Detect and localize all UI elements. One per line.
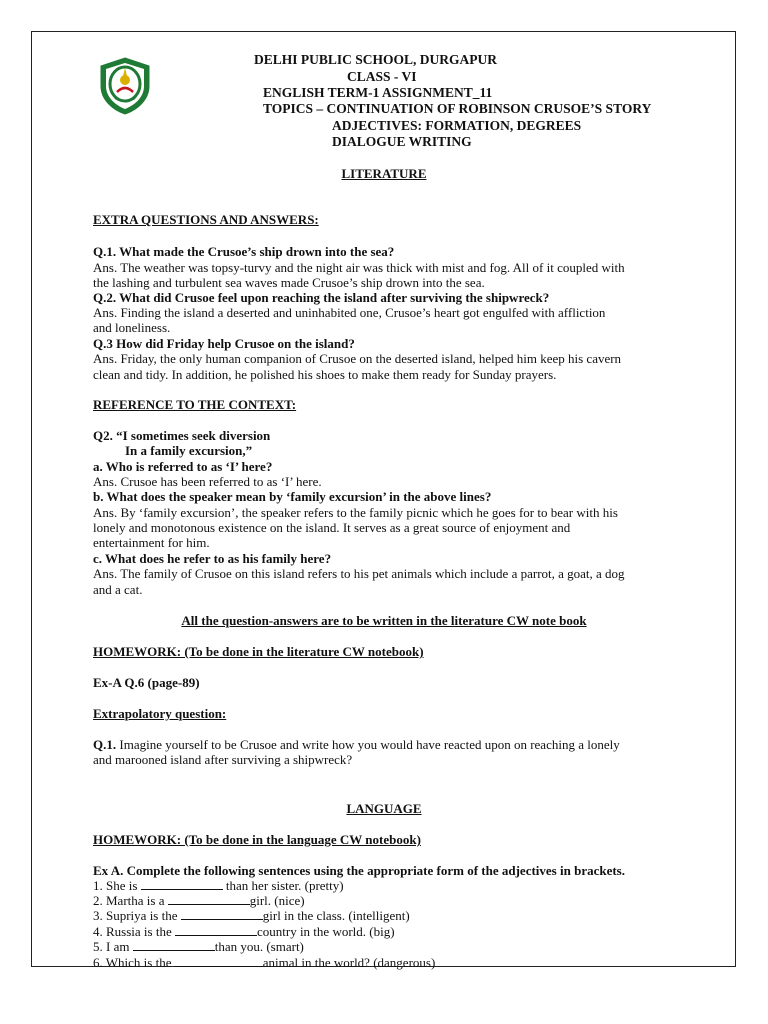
quote-line-1: Q2. “I sometimes seek diversion <box>93 428 271 443</box>
extrapolatory-heading: Extrapolatory question: <box>93 706 227 721</box>
sentence-2-start: 2. Martha is a <box>93 893 168 908</box>
exercise-a-instruction: Ex A. Complete the following sentences using the appropriate form of the adjectives in brackets. <box>93 863 625 878</box>
answer-1-line-1: Ans. The weather was topsy-turvy and the night air was thick with mist and fog. All of it coupled with <box>93 260 625 275</box>
question-2: Q.2. What did Crusoe feel upon reaching the island after surviving the shipwreck? <box>93 290 550 305</box>
sentence-1-start: 1. She is <box>93 878 141 893</box>
topic-adjectives: ADJECTIVES: FORMATION, DEGREES <box>332 118 582 133</box>
extra-questions-heading: EXTRA QUESTIONS AND ANSWERS: <box>93 212 319 227</box>
sentence-4-start: 4. Russia is the <box>93 924 175 939</box>
sentence-5 <box>93 939 304 954</box>
quote-line-2: In a family excursion,” <box>125 443 253 458</box>
sentence-3-end: girl in the class. (intelligent) <box>262 908 410 923</box>
sentence-6 <box>93 955 435 970</box>
literature-heading: LITERATURE <box>341 166 427 181</box>
school-emblem-icon <box>93 54 157 118</box>
sentence-3-blank <box>181 909 263 920</box>
sentence-1-end: than her sister. (pretty) <box>222 878 344 893</box>
sentence-4 <box>93 924 395 939</box>
answer-3-line-2: clean and tidy. In addition, he polished his shoes to make them ready for Sunday prayers. <box>93 367 557 382</box>
sentence-5-start: 5. I am <box>93 939 133 954</box>
answer-2-line-1: Ans. Finding the island a deserted and uninhabited one, Crusoe’s heart got engulfed with affliction <box>93 305 606 320</box>
sentence-5-end: than you. (smart) <box>214 939 304 954</box>
sentence-2 <box>93 893 305 908</box>
answer-2-line-2: and loneliness. <box>93 320 171 335</box>
sentence-6-end: animal in the world? (dangerous) <box>262 955 436 970</box>
sentence-2-blank <box>168 894 250 905</box>
topics-line: TOPICS – CONTINUATION OF ROBINSON CRUSOE’S STORY <box>263 101 652 116</box>
sentence-6-start: 6. Which is the <box>93 955 175 970</box>
answer-b-line-2: lonely and monotonous existence on the island. It serves as a great source of enjoyment and <box>93 520 571 535</box>
answer-3-line-1: Ans. Friday, the only human companion of Crusoe on the deserted island, helped him keep his cavern <box>93 351 622 366</box>
sentence-1 <box>93 878 344 893</box>
sentence-6-blank <box>175 956 263 967</box>
sentence-3 <box>93 908 410 923</box>
answer-c-line-1: Ans. The family of Crusoe on this island refers to his pet animals which include a parrot, a goat, a dog <box>93 566 625 581</box>
reference-heading: REFERENCE TO THE CONTEXT: <box>93 397 297 412</box>
school-name: DELHI PUBLIC SCHOOL, DURGAPUR <box>254 52 498 67</box>
extrapolatory-question-line-1 <box>93 737 620 752</box>
sentence-4-blank <box>175 925 257 936</box>
extrapolatory-question-line-2: and marooned island after surviving a shipwreck? <box>93 752 353 767</box>
question-b: b. What does the speaker mean by ‘family excursion’ in the above lines? <box>93 489 492 504</box>
answer-c-line-2: and a cat. <box>93 582 143 597</box>
sentence-1-blank <box>141 879 223 890</box>
extrapolatory-question-text: Imagine yourself to be Crusoe and write how you would have reacted upon on reaching a lonely <box>116 737 620 752</box>
writing-note: All the question-answers are to be written in the literature CW note book <box>181 613 587 628</box>
answer-a: Ans. Crusoe has been referred to as ‘I’ here. <box>93 474 322 489</box>
exercise-a: Ex-A Q.6 (page-89) <box>93 675 200 690</box>
sentence-5-blank <box>133 940 215 951</box>
topic-dialogue: DIALOGUE WRITING <box>332 134 472 149</box>
question-1: Q.1. What made the Crusoe’s ship drown into the sea? <box>93 244 395 259</box>
sentence-4-end: country in the world. (big) <box>256 924 395 939</box>
sentence-3-start: 3. Supriya is the <box>93 908 181 923</box>
answer-b-line-3: entertainment for him. <box>93 535 210 550</box>
question-a: a. Who is referred to as ‘I’ here? <box>93 459 273 474</box>
language-homework: HOMEWORK: (To be done in the language CW notebook) <box>93 832 421 847</box>
class-label: CLASS - VI <box>347 69 417 84</box>
answer-1-line-2: the lashing and turbulent sea waves made Crusoe’s ship drown into the sea. <box>93 275 485 290</box>
literature-homework: HOMEWORK: (To be done in the literature CW notebook) <box>93 644 424 659</box>
sentence-2-end: girl. (nice) <box>249 893 305 908</box>
assignment-title: ENGLISH TERM-1 ASSIGNMENT_11 <box>263 85 493 100</box>
question-3: Q.3 How did Friday help Crusoe on the island? <box>93 336 355 351</box>
language-heading: LANGUAGE <box>346 801 422 816</box>
answer-b-line-1: Ans. By ‘family excursion’, the speaker refers to the family picnic which he goes for to bear with his <box>93 505 618 520</box>
question-c: c. What does he refer to as his family here? <box>93 551 332 566</box>
extrapolatory-question-number: Q.1. <box>93 737 117 752</box>
